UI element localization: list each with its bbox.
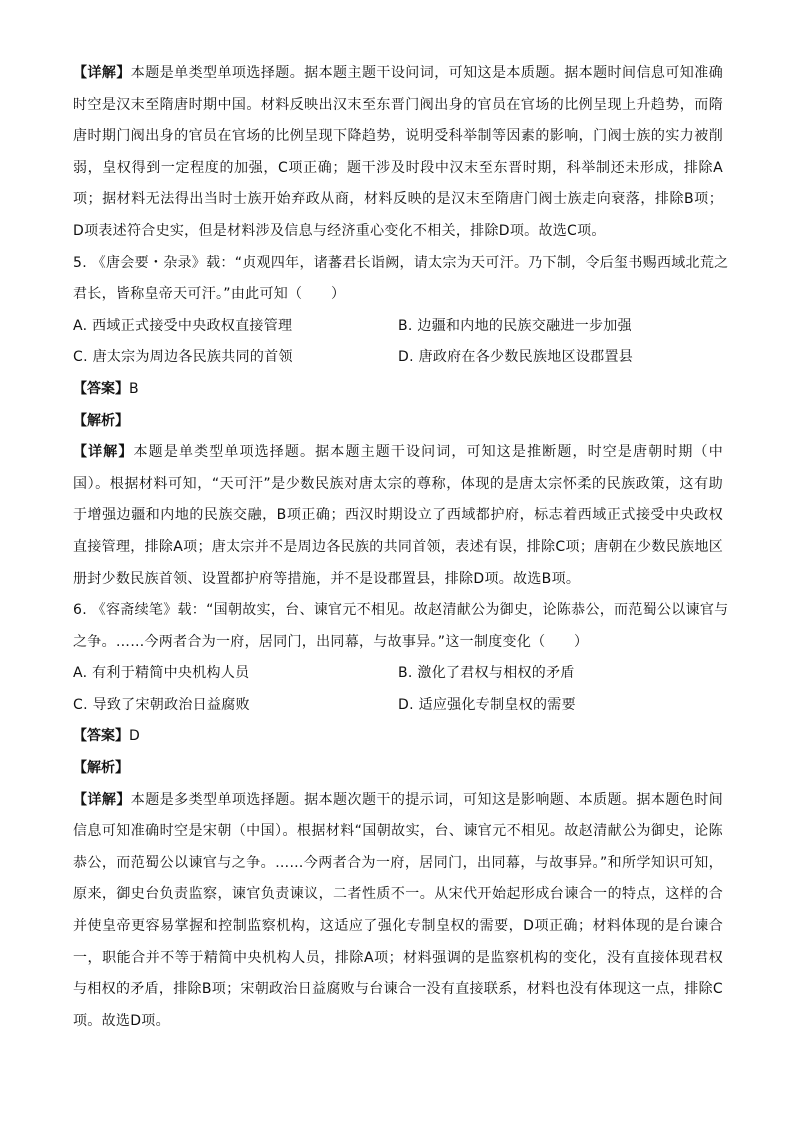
q6-detail-paragraph: [73, 785, 723, 1038]
q5-option-d: D. 唐政府在各少数民族地区设郡置县: [398, 349, 634, 366]
q6-options: [73, 658, 723, 721]
detail-text: 本题是单类型单项选择题。据本题主题干设问词，可知这是本质题。据本题时间信息可知准确时空是汉末至隋唐时期中国。材料反映出汉末至东晋门阀出身的官员在官场的比例呈现上升趋势，而隋唐时期门阀出身的官员在官场的比例呈现下降趋势，说明受科举制等因素的影响，门阀士族的实力被削弱，皇权得到一定程度的加强，C项正确；题干涉及时段中汉末至东晋时期，科举制还未形成，排除A项；据材料无法得出当时士族开始弃政从商，材料反映的是汉末至隋唐门阀士族走向衰落，排除B项；D项表述符合史实，但是材料涉及信息与经济重心变化不相关，排除D项。故选C项。: [73, 65, 723, 239]
q5-stem-line-2: 君长，皆称皇帝天可汗。”由此可知（ ）: [73, 286, 346, 303]
answer-label: 【答案】: [73, 380, 129, 397]
q6-stem-line-2: 之争。……今两者合为一府，居同门，出同幕，与故事异。”这一制度变化（ ）: [73, 633, 589, 650]
q5-detail-paragraph: [73, 437, 723, 595]
q5-stem-line-1: 5. 《唐会要・杂录》载：“贞观四年，诸蕃君长诣阙，请太宗为天可汗。乃下制，令后玺书赐西域北荒之: [73, 254, 729, 271]
q5-option-a: A. 西域正式接受中央政权直接管理: [73, 317, 293, 334]
document-page: [73, 58, 729, 1037]
detail-text: 本题是单类型单项选择题。据本题主题干设问词，可知这是推断题，时空是唐朝时期（中国）。根据材料可知，“天可汗”是少数民族对唐太宗的尊称，体现的是唐太宗怀柔的民族政策，这有助于增强边疆和内地的民族交融，B项正确；西汉时期设立了西域都护府，标志着西域正式接受中央政权直接管理，排除A项；唐太宗并不是周边各民族的共同首领，表述有误，排除C项；唐朝在少数民族地区册封少数民族首领、设置都护府等措施，并不是设郡置县，排除D项。故选B项。: [73, 444, 723, 587]
q5-option-c: C. 唐太宗为周边各民族共同的首领: [73, 349, 293, 366]
detail-tag: 【详解】: [73, 444, 134, 461]
q5-analysis-label: 【解析】: [73, 412, 129, 429]
q6-stem-line-1: 6. 《容斋续笔》载：“国朝故实，台、谏官元不相见。故赵清献公为御史，论陈恭公，而范蜀公以谏官与: [73, 602, 729, 619]
detail-tag: 【详解】: [73, 791, 131, 808]
answer-label: 【答案】: [73, 728, 129, 745]
q6-option-a: A. 有利于精简中央机构人员: [73, 665, 250, 682]
q4-detail-paragraph: [73, 58, 723, 248]
q6-option-d: D. 适应强化专制皇权的需要: [398, 696, 576, 713]
q6-option-c: C. 导致了宋朝政治日益腐败: [73, 696, 250, 713]
q6-answer: [73, 721, 723, 753]
q5-answer: [73, 374, 723, 406]
q6-analysis-label: 【解析】: [73, 760, 129, 777]
q5-options: [73, 311, 723, 374]
q5-option-b: B. 边疆和内地的民族交融进一步加强: [398, 317, 632, 334]
answer-value: D: [129, 728, 140, 745]
answer-value: B: [129, 380, 139, 397]
detail-text: 本题是多类型单项选择题。据本题次题干的提示词，可知这是影响题、本质题。据本题色时间信息可知准确时空是宋朝（中国）。根据材料“国朝故实，台、谏官元不相见。故赵清献公为御史，论陈恭公，而范蜀公以谏官与之争。……今两者合为一府，居同门，出同幕，与故事异。”和所学知识可知，原来，御史台负责监察，谏官负责谏议，二者性质不一。从宋代开始起形成台谏合一的特点，这样的合并使皇帝更容易掌握和控制监察机构，这适应了强化专制皇权的需要，D项正确；材料体现的是台谏合一，职能合并不等于精简中央机构人员，排除A项；材料强调的是监察机构的变化，没有直接体现君权与相权的矛盾，排除B项；宋朝政治日益腐败与台谏合一没有直接联系，材料也没有体现这一点，排除C项。故选D项。: [73, 791, 723, 1029]
q6-option-b: B. 激化了君权与相权的矛盾: [398, 665, 575, 682]
detail-tag: 【详解】: [73, 65, 131, 81]
